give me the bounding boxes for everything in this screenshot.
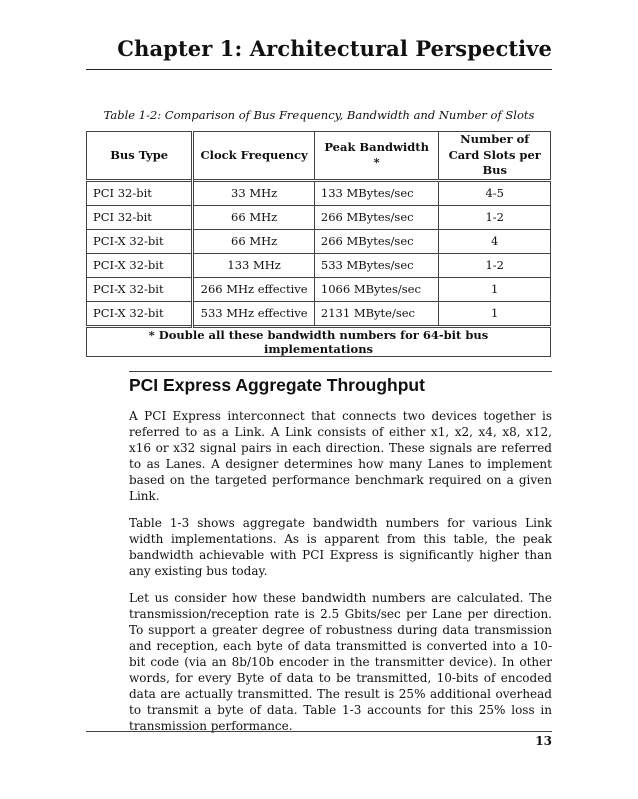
paragraph: Table 1-3 shows aggregate bandwidth numbers for various Link width implementations. As is apparent from this table, the peak bandwidth achievable with PCI Express is significantly higher than any existing bus today. [129,516,552,578]
cell-clock-frequency: 133 MHz [193,253,315,277]
cell-clock-frequency: 66 MHz [193,229,315,253]
table-row [87,253,551,277]
cell-peak-bandwidth: 266 MBytes/sec [314,205,439,229]
cell-bus-type: PCI 32-bit [87,180,193,205]
table-row [87,301,551,326]
body-text [129,408,552,745]
table-row [87,205,551,229]
bus-comparison-table [86,131,551,357]
page-number: 13 [535,734,552,748]
paragraph: A PCI Express interconnect that connects two devices together is referred to as a Link. A Link consists of either x1, x2, x4, x8, x12, x16 or x32 signal pairs in each direction. These signals are referred to as Lanes. A designer determines how many Lanes to implement based on the targeted performance benchmark required on a given Link. [129,409,552,503]
cell-bus-type: PCI-X 32-bit [87,277,193,301]
cell-card-slots: 1 [439,301,551,326]
table-footnote-row [87,326,551,356]
table-row [87,277,551,301]
cell-peak-bandwidth: 1066 MBytes/sec [314,277,439,301]
table-footnote: * Double all these bandwidth numbers for 64-bit bus implementations [87,326,551,356]
cell-peak-bandwidth: 533 MBytes/sec [314,253,439,277]
cell-bus-type: PCI-X 32-bit [87,229,193,253]
header-bus-type: Bus Type [87,132,193,181]
cell-peak-bandwidth: 266 MBytes/sec [314,229,439,253]
cell-clock-frequency: 33 MHz [193,180,315,205]
cell-bus-type: PCI-X 32-bit [87,253,193,277]
cell-card-slots: 4 [439,229,551,253]
chapter-title-rule [86,69,552,70]
table-header-row [87,132,551,181]
section-title: PCI Express Aggregate Throughput [129,375,425,395]
header-clock-frequency: Clock Frequency [193,132,315,181]
cell-bus-type: PCI-X 32-bit [87,301,193,326]
paragraph: Let us consider how these bandwidth numbers are calculated. The transmission/reception rate is 2.5 Gbits/sec per Lane per direction. To support a greater degree of robustness during data transmission and reception, each byte of data transmitted is converted into a 10-bit code (via an 8b/10b encoder in the transmitter device). In other words, for every Byte of data to be transmitted, 10-bits of encoded data are actually transmitted. The result is 25% additional overhead to transmit a byte of data. Table 1-3 accounts for this 25% loss in transmission performance. [129,591,552,733]
table-row [87,180,551,205]
footer-rule [86,731,552,732]
cell-card-slots: 1-2 [439,253,551,277]
cell-card-slots: 1 [439,277,551,301]
section-rule [129,371,552,372]
cell-clock-frequency: 66 MHz [193,205,315,229]
cell-card-slots: 4-5 [439,180,551,205]
cell-clock-frequency: 533 MHz effective [193,301,315,326]
cell-clock-frequency: 266 MHz effective [193,277,315,301]
cell-peak-bandwidth: 133 MBytes/sec [314,180,439,205]
cell-peak-bandwidth: 2131 MByte/sec [314,301,439,326]
cell-bus-type: PCI 32-bit [87,205,193,229]
chapter-title: Chapter 1: Architectural Perspective [117,36,552,61]
table-row [87,229,551,253]
cell-card-slots: 1-2 [439,205,551,229]
header-peak-bandwidth: Peak Bandwidth * [314,132,439,181]
table-caption: Table 1-2: Comparison of Bus Frequency, Bandwidth and Number of Slots [103,108,535,122]
header-card-slots: Number of Card Slots per Bus [439,132,551,181]
